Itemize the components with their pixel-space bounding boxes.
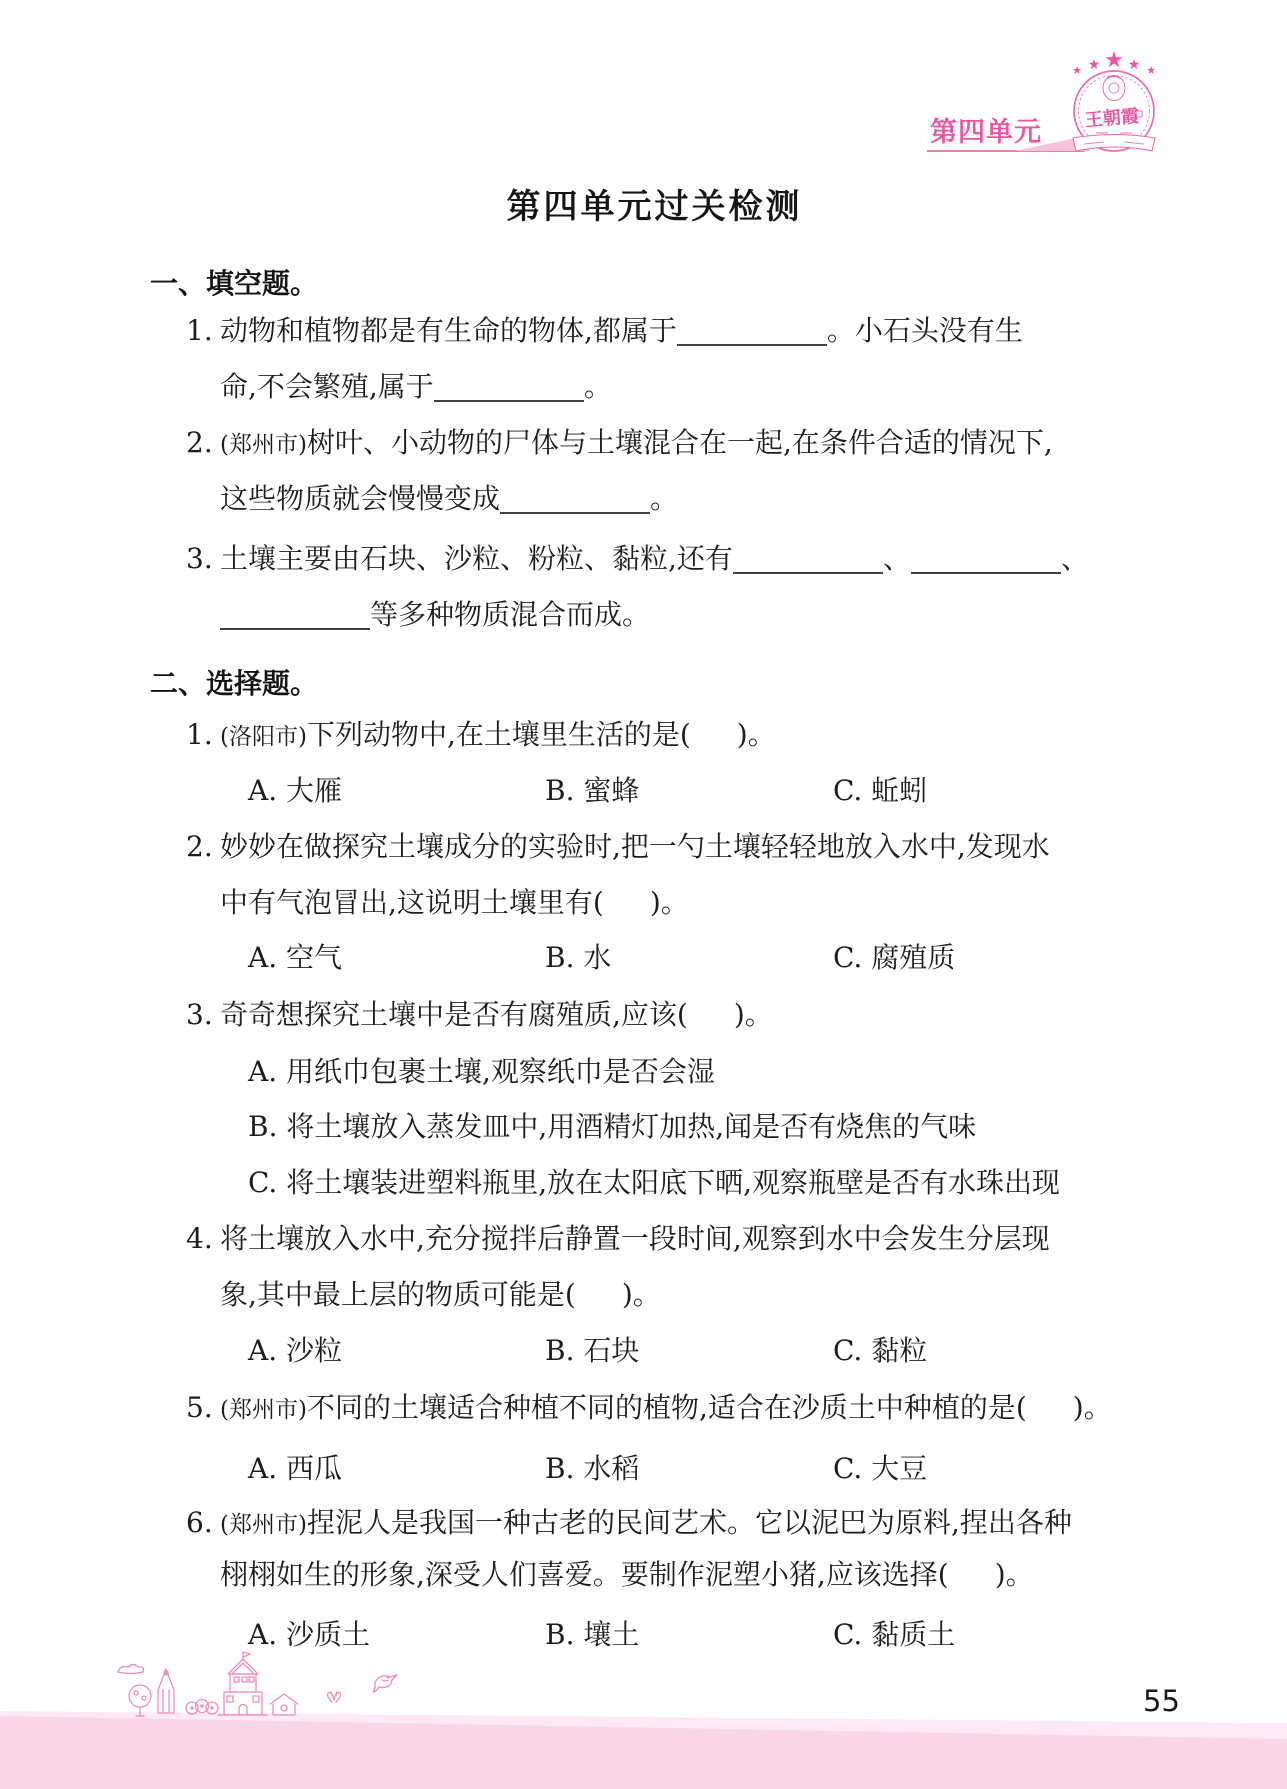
question-number: 3. <box>186 542 213 575</box>
option-a: A. 沙质土 <box>248 1618 371 1651</box>
fill-blank <box>434 400 584 402</box>
question-text: )。 <box>736 718 776 751</box>
bush-icons <box>186 1700 218 1715</box>
question-text: 、 <box>882 542 911 575</box>
question-text: )。 <box>1072 1391 1112 1424</box>
question-text: )。 <box>649 886 689 919</box>
butterfly-icon <box>328 1692 341 1702</box>
option-a: A. 沙粒 <box>248 1334 343 1367</box>
choice-q4-line1 <box>186 1222 1050 1256</box>
fill-q3-line2 <box>220 598 650 632</box>
portrait-oval <box>1103 76 1125 101</box>
section-heading-fill: 一、填空题。 <box>150 267 319 300</box>
fill-blank <box>677 344 827 346</box>
choice-q1-options <box>0 774 1287 808</box>
option-b: B. 蜜蜂 <box>545 774 640 807</box>
question-text: 、 <box>1060 542 1089 575</box>
choice-q3-option-c: C. 将土壤装进塑料瓶里,放在太阳底下晒,观察瓶壁是否有水珠出现 <box>248 1166 1061 1199</box>
question-text: 象,其中最上层的物质可能是( <box>220 1278 576 1311</box>
question-text: )。 <box>994 1558 1034 1591</box>
question-text: 栩栩如生的形象,深受人们喜爱。要制作泥塑小猪,应该选择( <box>220 1558 949 1591</box>
option-c: C. 蚯蚓 <box>833 774 928 807</box>
fill-q1-line2 <box>220 370 612 404</box>
question-number: 1. <box>186 718 213 751</box>
city-tag: (郑州市) <box>220 1512 307 1538</box>
choice-q6-line2 <box>220 1558 1034 1592</box>
choice-q3-option-b: B. 将土壤放入蒸发皿中,用酒精灯加热,闻是否有烧焦的气味 <box>248 1110 977 1143</box>
question-text: 动物和植物都是有生命的物体,都属于 <box>220 314 677 347</box>
option-a: A. 大雁 <box>248 774 343 807</box>
star-icon: ★ <box>1104 48 1124 73</box>
question-text: 捏泥人是我国一种古老的民间艺术。它以泥巴为原料,捏出各种 <box>306 1506 1072 1539</box>
question-text: 。 <box>583 370 612 403</box>
option-c: C. 黏质土 <box>833 1618 956 1651</box>
star-icon: ★ <box>1146 64 1156 77</box>
question-number: 4. <box>186 1222 213 1255</box>
star-icon: ★ <box>1072 64 1082 77</box>
question-number: 2. <box>186 830 213 863</box>
question-text: 。 <box>650 482 679 515</box>
page-title: 第四单元过关检测 <box>506 187 803 227</box>
question-text: 不同的土壤适合种植不同的植物,适合在沙质土中种植的是( <box>306 1391 1027 1424</box>
cloud-icon <box>118 1665 143 1674</box>
option-c: C. 腐殖质 <box>833 941 956 974</box>
page-number: 55 <box>1143 1684 1180 1718</box>
question-number: 1. <box>186 314 213 347</box>
unit-tab-label: 第四单元 <box>930 117 1042 148</box>
choice-q2-line2 <box>220 886 689 920</box>
choice-q4-options <box>0 1334 1287 1368</box>
pencil-icon <box>158 1669 174 1713</box>
question-number: 5. <box>186 1391 213 1424</box>
option-a: A. 西瓜 <box>248 1452 343 1485</box>
choice-q1-line <box>186 718 776 754</box>
city-tag: (郑州市) <box>220 432 307 458</box>
fill-q2-line1 <box>186 426 1053 462</box>
fill-q2-line2 <box>220 482 678 516</box>
question-text: )。 <box>733 998 773 1031</box>
choice-q5-options <box>0 1452 1287 1486</box>
tree-icon <box>129 1685 151 1716</box>
question-text: 土壤主要由石块、沙粒、粉粒、黏粒,还有 <box>220 542 733 575</box>
choice-q4-line2 <box>220 1278 661 1312</box>
fill-q3-line1 <box>186 542 1089 576</box>
question-text: )。 <box>621 1278 661 1311</box>
castle-icon <box>218 1652 268 1715</box>
city-tag: (洛阳市) <box>220 724 307 750</box>
question-text: 妙妙在做探究土壤成分的实验时,把一勺土壤轻轻地放入水中,发现水 <box>220 830 1050 863</box>
question-text: 。小石头没有生 <box>826 314 1023 347</box>
fill-blank <box>911 572 1061 574</box>
fill-blank <box>220 628 370 630</box>
question-text: 这些物质就会慢慢变成 <box>220 482 501 515</box>
choice-q6-line1 <box>186 1506 1072 1542</box>
question-text: 树叶、小动物的尸体与土壤混合在一起,在条件合适的情况下, <box>306 426 1053 459</box>
star-icon: ★ <box>1127 57 1141 73</box>
house-icon <box>270 1694 298 1715</box>
question-text: 命,不会繁殖,属于 <box>220 370 434 403</box>
option-b: B. 水稻 <box>545 1452 640 1485</box>
fill-q1-line1 <box>186 314 1023 348</box>
option-a: A. 空气 <box>248 941 343 974</box>
choice-q5-line <box>186 1391 1112 1427</box>
choice-q3-option-a: A. 用纸巾包裹土壤,观察纸巾是否会湿 <box>248 1055 715 1088</box>
star-icon: ★ <box>1087 57 1101 73</box>
option-b: B. 水 <box>545 941 612 974</box>
question-text: 将土壤放入水中,充分搅拌后静置一段时间,观察到水中会发生分层现 <box>220 1222 1050 1255</box>
bird-icon <box>373 1675 397 1692</box>
question-text: 等多种物质混合而成。 <box>370 598 651 631</box>
option-c: C. 大豆 <box>833 1452 928 1485</box>
footer-illustration <box>112 1646 412 1720</box>
star-icons <box>1072 48 1156 77</box>
question-text: 奇奇想探究土壤中是否有腐殖质,应该( <box>220 998 688 1031</box>
fill-blank <box>733 572 883 574</box>
question-text: 下列动物中,在土壤里生活的是( <box>306 718 691 751</box>
question-text: 中有气泡冒出,这说明土壤里有( <box>220 886 604 919</box>
section-heading-choice: 二、选择题。 <box>150 667 319 700</box>
option-c: C. 黏粒 <box>833 1334 928 1367</box>
city-tag: (郑州市) <box>220 1397 307 1423</box>
fill-blank <box>500 512 650 514</box>
brand-logo <box>1060 44 1168 158</box>
brand-name: 王朝霞 <box>1084 105 1140 132</box>
choice-q2-options <box>0 941 1287 975</box>
option-b: B. 石块 <box>545 1334 640 1367</box>
question-number: 3. <box>186 998 213 1031</box>
choice-q2-line1 <box>186 830 1050 864</box>
badge-ribbon <box>1073 135 1155 152</box>
question-number: 6. <box>186 1506 213 1539</box>
choice-q3-line <box>186 998 773 1032</box>
question-number: 2. <box>186 426 213 459</box>
option-b: B. 壤土 <box>545 1618 640 1651</box>
